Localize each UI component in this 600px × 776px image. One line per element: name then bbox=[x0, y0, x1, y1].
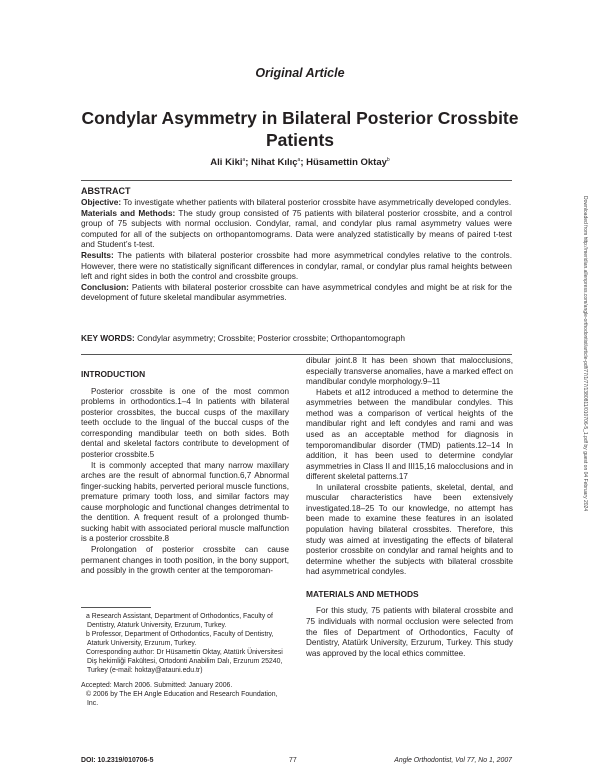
footnote-correspondence: Corresponding author: Dr Hüsamettin Oktay, Atatürk Üniversitesi Diş hekimliği Fakültesi, Ortodonti Anabilim Dalı, Erzurum 25240, Turkey (e-mail: hoktay@atauni.edu.tr) bbox=[86, 649, 283, 674]
download-watermark bbox=[580, 196, 590, 576]
intro-paragraph: It is commonly accepted that many narrow maxillary arches are the result of abnormal function.6,7 Abnormal finger-sucking habits, perverted perioral muscle functions, premature primary tooth loss, and similar factors may cause morphologic and functional changes detrimental to the dentition. A frequent result of a prolonged thumb-sucking habit with associated perioral muscle malfunction is a posterior crossbite.8 bbox=[81, 460, 289, 544]
intro-heading: INTRODUCTION bbox=[81, 369, 146, 379]
abstract-top-rule bbox=[81, 180, 512, 181]
author-name: Hüsamettin Oktay bbox=[306, 157, 387, 168]
body-paragraph: For this study, 75 patients with bilateral crossbite and 75 individuals with normal occlusion were selected from the files of Department of Orthodontics, Faculty of Dentistry, Atatürk University, Erzurum, Turkey. This study was approved by the local ethics committee. bbox=[306, 606, 513, 658]
abstract-objective: Objective: To investigate whether patients with bilateral posterior crossbite have asymmetrically developed condyles. bbox=[81, 197, 512, 207]
doi: DOI: 10.2319/010706-5 bbox=[81, 757, 154, 764]
column-left bbox=[81, 369, 289, 577]
affiliation-mark: b bbox=[386, 157, 390, 163]
keywords-label: KEY WORDS: bbox=[81, 333, 135, 343]
body-paragraph: In unilateral crossbite patients, skeletal, dental, and muscular characteristics have been extensively investigated.18–25 To our knowledge, no attempt has been made to examine these features in an isolated population having bilateral crossbites. Therefore, this study was aimed at investigating the effects of bilateral posterior crossbite on condylar and ramal heights and to determine whether the subjects with bilateral crossbite had asymmetrical condyles. bbox=[306, 482, 513, 577]
affiliation-mark: a bbox=[242, 157, 246, 163]
affiliation-mark: a bbox=[297, 157, 301, 163]
column-right bbox=[306, 356, 513, 659]
download-note: Downloaded from http://meridian.allenpress.com/angle-orthodontist/article-pdf/77/1/77/1380811/010706-5_1.pdf by guest on 04 February 2024 bbox=[582, 196, 588, 512]
footnote-rule bbox=[81, 607, 151, 608]
footnote-affiliation-b: b Professor, Department of Orthodontics, Faculty of Dentistry, Ataturk University, Erzurum, Turkey. bbox=[86, 631, 274, 647]
author-name: Nihat Kılıç bbox=[251, 157, 298, 168]
footnote-accepted: Accepted: March 2006. Submitted: January 2006. bbox=[81, 682, 233, 689]
abstract bbox=[81, 186, 512, 303]
page-number: 77 bbox=[289, 757, 297, 764]
abstract-heading: ABSTRACT bbox=[81, 186, 131, 196]
article-title: Condylar Asymmetry in Bilateral Posterior Crossbite Patients bbox=[81, 108, 519, 150]
intro-paragraph: Posterior crossbite is one of the most common problems in orthodontics.1–4 In patients with bilateral posterior crossbites, the buccal cusps of the maxillary teeth occlude to the lingual of the buccal cusps of the corresponding mandibular teeth on both sides. Both dental and skeletal factors contribute to development of posterior crossbite.5 bbox=[81, 386, 289, 459]
abstract-bottom-rule bbox=[81, 354, 512, 355]
keywords bbox=[81, 333, 512, 344]
abstract-conclusion: Conclusion: Patients with bilateral posterior crossbite can have asymmetrical condyles and might be at risk for the development of future skeletal mandibular asymmetries. bbox=[81, 281, 512, 303]
journal-citation: Angle Orthodontist, Vol 77, No 1, 2007 bbox=[394, 757, 512, 764]
footnote-copyright: © 2006 by The EH Angle Education and Research Foundation, Inc. bbox=[86, 691, 278, 707]
body-paragraph: Habets et al12 introduced a method to determine the asymmetries between the mandibular condyles. This method was a comparison of vertical heights of the mandibular right and left condyles and rami and was used as an acceptable method for diagnosis in temporomandibular disorder (TMD) patients.12–14 In addition, it has been used to determine condylar asymmetries in Class II and III15,16 malocclusions and in different skeletal patterns.17 bbox=[306, 387, 513, 482]
intro-paragraph: Prolongation of posterior crossbite can cause permanent changes in tooth position, in the bony support, and possibly in the growth center at the temporoman- bbox=[81, 545, 289, 576]
keywords-text: Condylar asymmetry; Crossbite; Posterior crossbite; Orthopantomograph bbox=[137, 333, 406, 343]
abstract-results: Results: The patients with bilateral posterior crossbite had more asymmetrical condyles relative to the controls. However, there were no statistically significant differences in condylar, ramal, or condylar plus ramal heights between left and right sides in both the control and crossbite groups. bbox=[81, 249, 513, 282]
abstract-methods: Materials and Methods: The study group consisted of 75 patients with bilateral posterior crossbite, and a control group of 75 subjects with normal occlusion. Condylar, ramal, and condylar plus ramal asymmetry values were computed for all of the subjects on orthopantomograms. Data were analyzed statistically by means of paired t-test and Student’s t-test. bbox=[81, 207, 513, 250]
article-type: Original Article bbox=[255, 66, 345, 80]
body-paragraph: dibular joint.8 It has been shown that malocclusions, especially transverse anomalies, have a marked effect on mandibular condyle morphology.9–11 bbox=[306, 356, 513, 387]
footnote-affiliation-a: a Research Assistant, Department of Orthodontics, Faculty of Dentistry, Ataturk University, Erzurum, Turkey. bbox=[86, 613, 273, 629]
footnotes bbox=[81, 612, 289, 708]
author-name: Ali Kiki bbox=[210, 157, 243, 168]
methods-heading: MATERIALS AND METHODS bbox=[306, 588, 419, 599]
author-list: Ali Kiki$^a$; Nihat Kılıç$^a$; Hüsamettin Oktay$^b$ bbox=[210, 157, 390, 168]
